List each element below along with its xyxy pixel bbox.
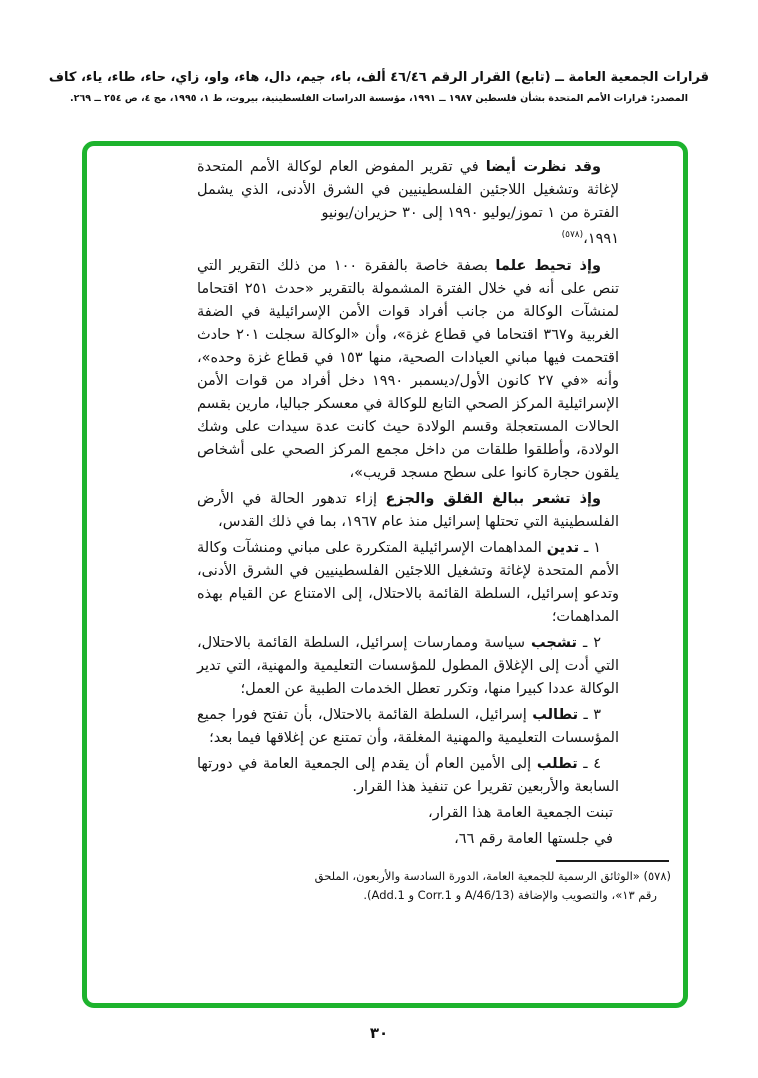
- footnote-area: [263, 860, 671, 905]
- preamble-paragraph: [197, 255, 619, 485]
- footnote-line-1: (٥٧٨) «الوثائق الرسمية للجمعية العامة، الدورة السادسة والأربعون، الملحق: [314, 869, 671, 883]
- preamble-tail-line: [197, 228, 619, 251]
- item-number: ٣ ـ: [578, 707, 601, 723]
- preamble-paragraph: [197, 156, 619, 225]
- resolution-frame: [82, 141, 688, 1008]
- preamble-paragraph: [197, 488, 619, 534]
- operative-paragraph-2: [197, 632, 619, 701]
- preamble-lead: وقد نظرت أيضا: [485, 159, 601, 175]
- year-text: ١٩٩١،: [583, 231, 619, 247]
- operative-text: سياسة وممارسات إسرائيل، السلطة القائمة بالاحتلال، التي أدت إلى الإغلاق المطول للمؤسسات التعليمية والمهنية، التي تدير الوكالة عددا كبيرا منها، وتكرر تعطل الخدمات الطبية عن العمل؛: [197, 635, 619, 697]
- page-number: ٣٠: [369, 1024, 389, 1042]
- operative-text: إسرائيل، السلطة القائمة بالاحتلال، بأن تفتح فورا جميع المؤسسات التعليمية والمهنية المغلقة، وأن تمتنع عن إغلاقها فيما بعد؛: [197, 707, 619, 746]
- operative-paragraph-1: [197, 537, 619, 629]
- running-head-source: المصدر: قرارات الأمم المتحدة بشأن فلسطين ١٩٨٧ ــ ١٩٩١، مؤسسة الدراسات الفلسطينية، بيروت، ط ١، ١٩٩٥، مج ٤، ص ٢٥٤ ــ ٢٦٩.: [70, 93, 688, 104]
- preamble-lead: وإذ تحيط علما: [495, 258, 601, 274]
- operative-verb: تطالب: [532, 707, 579, 723]
- footnote-separator-rule: [556, 860, 669, 862]
- resolution-body: [197, 156, 619, 854]
- running-head-title: قرارات الجمعية العامة ــ (تابع) القرار الرقم ٤٦/٤٦ ألف، باء، جيم، دال، هاء، واو، زاي، حاء، طاء، ياء، كاف: [48, 70, 710, 85]
- item-number: ٢ ـ: [577, 635, 602, 651]
- preamble-text: إزاء تدهور الحالة في الأرض الفلسطينية التي تحتلها إسرائيل منذ عام ١٩٦٧، بما في ذلك القدس،: [197, 491, 619, 530]
- operative-verb: تدين: [546, 540, 580, 556]
- item-number: ٤ ـ: [577, 756, 601, 772]
- operative-verb: تشجب: [531, 635, 577, 651]
- operative-paragraph-4: [197, 753, 619, 799]
- operative-verb: تطلب: [536, 756, 578, 772]
- adoption-statement: تبنت الجمعية العامة هذا القرار،: [428, 805, 613, 821]
- preamble-text: في تقرير المفوض العام لوكالة الأمم المتحدة لإغاثة وتشغيل اللاجئين الفلسطينيين في الشرق الأدنى، الذي يشمل الفترة من ١ تموز/يوليو ١٩٩٠ إلى ٣٠ حزيران/يونيو: [197, 159, 619, 221]
- running-head: [40, 70, 718, 104]
- footnote-text: [263, 867, 671, 905]
- footnote-reference-marker: (٥٧٨): [561, 230, 584, 241]
- preamble-text: بصفة خاصة بالفقرة ١٠٠ من ذلك التقرير التي تنص على أنه في خلال الفترة المشمولة بالتقرير «حدث ٢٥١ اقتحاما لمنشآت الوكالة من جانب أفراد قوات الأمن الإسرائيلية في الضفة الغربية و٣٦٧ اقتحاما في قطاع غزة»، وأن «الوكالة سجلت ٢٠١ حادث اقتحمت فيها مباني العيادات الصحية، منها ١٥٣ في قطاع غزة وحده»، وأنه «في ٢٧ كانون الأول/ديسمبر ١٩٩٠ دخل أفراد من قوات الأمن الإسرائيلية المركز الصحي التابع للوكالة في معسكر جباليا، مارين بقسم الحالات المستعجلة وقسم الولادة حيث كانت عدة سيدات على وشك الولادة، وأطلقوا طلقات من داخل مجمع المركز الصحي على أشخاص يلقون حجارة كانوا على سطح مسجد قريب»،: [197, 258, 620, 481]
- item-number: ١ ـ: [579, 540, 601, 556]
- operative-text: إلى الأمين العام أن يقدم إلى الجمعية العامة في دورتها السابعة والأربعين تقريرا عن تنفيذ هذا القرار.: [197, 756, 619, 795]
- session-statement: في جلستها العامة رقم ٦٦،: [454, 831, 613, 847]
- operative-paragraph-3: [197, 704, 619, 750]
- preamble-lead: وإذ تشعر ببالغ القلق والجزع: [385, 491, 601, 507]
- operative-text: المداهمات الإسرائيلية المتكررة على مباني ومنشآت وكالة الأمم المتحدة لإغاثة وتشغيل اللاجئين الفلسطينيين في الشرق الأدنى، وتدعو إسرائيل، السلطة القائمة بالاحتلال، إلى الامتناع عن القيام بهذه المداهمات؛: [197, 540, 619, 625]
- footnote-line-2: رقم ١٣»، والتصويب والإضافة (A/46/13 و Corr.1 و Add.1).: [363, 888, 657, 902]
